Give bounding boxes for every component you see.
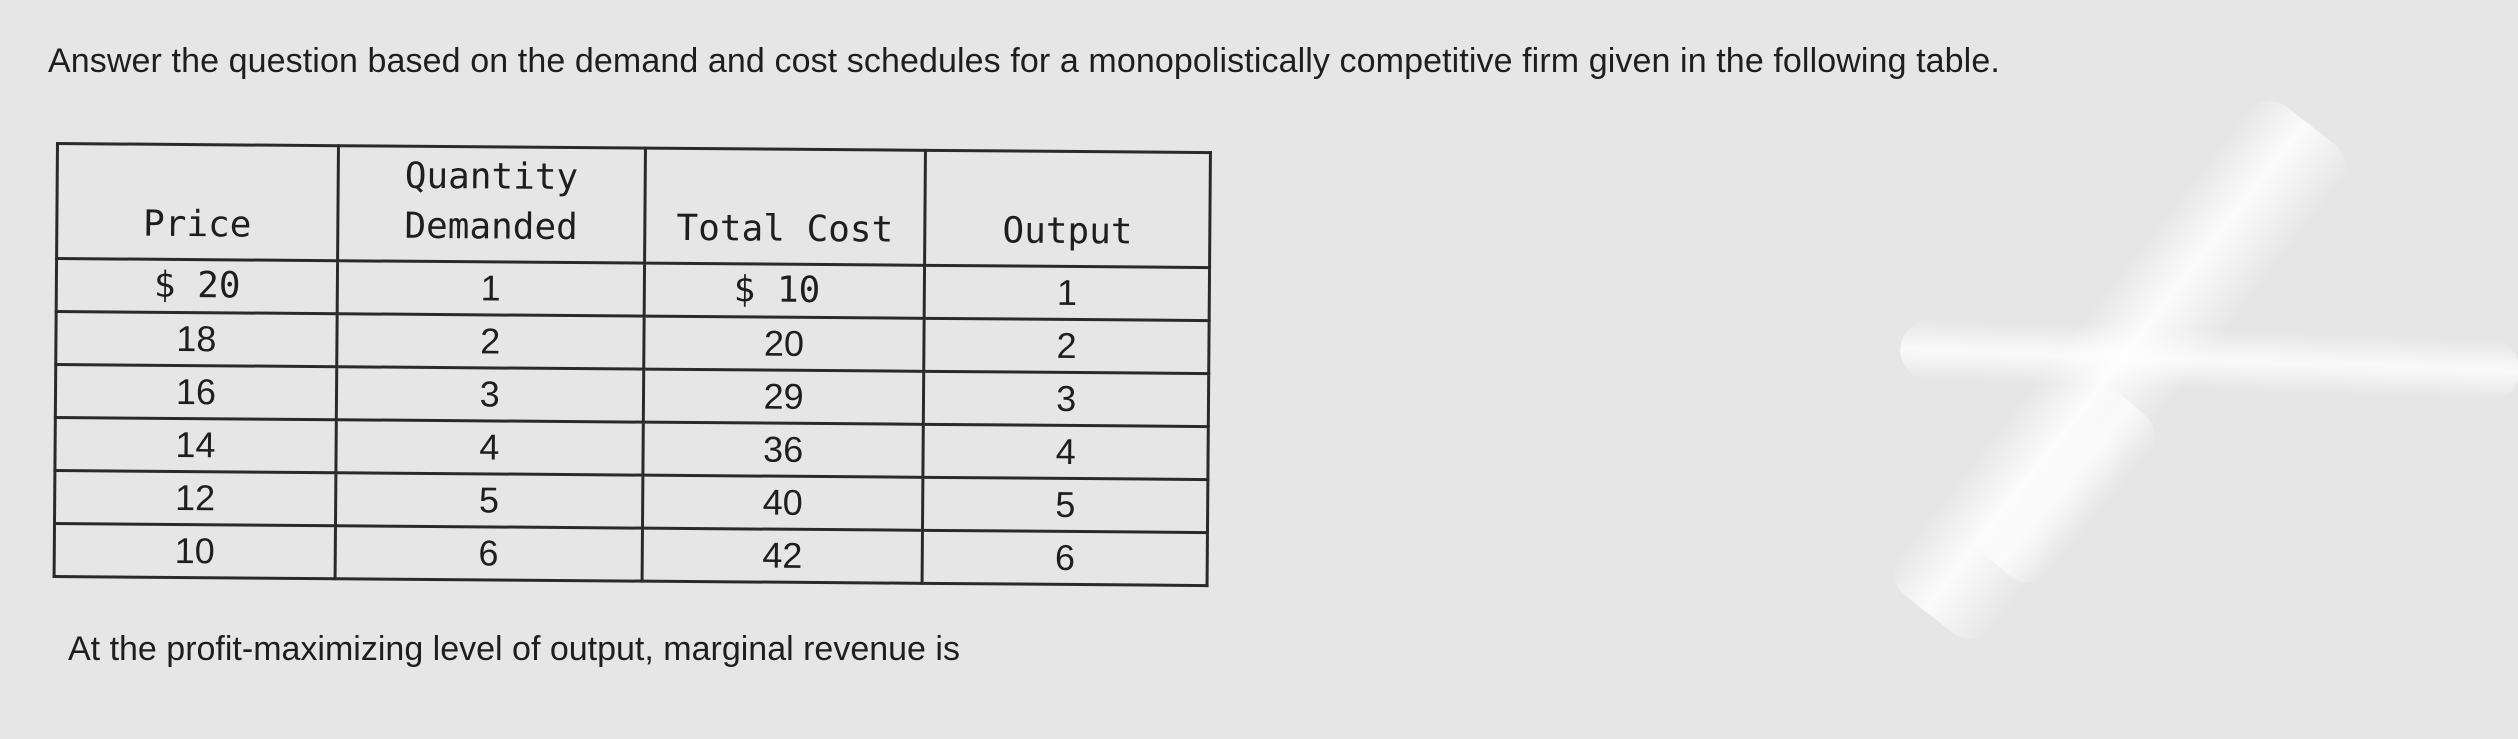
total-cost-cell: 20 xyxy=(643,316,924,371)
output-cell: 4 xyxy=(923,424,1208,479)
table-row xyxy=(55,365,1208,427)
price-cell: 10 xyxy=(54,524,335,579)
table-row xyxy=(54,524,1207,586)
table-header-row xyxy=(57,144,1211,268)
table-row xyxy=(55,418,1208,480)
screen-glare xyxy=(1882,89,2358,651)
quantity-cell: 4 xyxy=(336,420,643,475)
header-quantity-demanded xyxy=(337,146,645,263)
header-output: Output xyxy=(925,150,1211,267)
total-cost-cell: 42 xyxy=(642,528,923,583)
price-cell: $ 20 xyxy=(56,259,337,314)
total-cost-cell: 29 xyxy=(643,369,924,424)
output-cell: 6 xyxy=(922,530,1207,585)
screen-glare xyxy=(1899,319,2518,401)
total-cost-cell: 36 xyxy=(643,422,924,477)
demand-cost-table xyxy=(53,142,1212,587)
question-text: Answer the question based on the demand and cost schedules for a monopolistically competitive firm given in the following table. xyxy=(48,42,2000,80)
output-cell: 1 xyxy=(925,265,1210,320)
total-cost-cell: $ 10 xyxy=(644,263,925,318)
price-cell: 16 xyxy=(55,365,336,420)
table-row xyxy=(55,471,1208,533)
quantity-cell: 5 xyxy=(335,473,642,528)
table-row xyxy=(56,259,1209,321)
price-cell: 14 xyxy=(55,418,336,473)
header-quantity-line2: Demanded xyxy=(404,205,578,249)
output-cell: 5 xyxy=(923,477,1208,532)
total-cost-cell: 40 xyxy=(642,475,923,530)
price-cell: 18 xyxy=(56,312,337,367)
quantity-cell: 1 xyxy=(337,261,644,316)
screen-glare xyxy=(1963,376,2167,595)
header-quantity-line1: Quantity xyxy=(404,155,579,199)
header-price: Price xyxy=(57,144,339,261)
quantity-cell: 3 xyxy=(336,367,643,422)
prompt-text: At the profit-maximizing level of output, marginal revenue is xyxy=(68,630,960,668)
output-cell: 3 xyxy=(924,371,1209,426)
price-cell: 12 xyxy=(55,471,336,526)
quantity-cell: 2 xyxy=(337,314,644,369)
quantity-cell: 6 xyxy=(335,526,642,581)
header-total-cost: Total Cost xyxy=(644,148,926,265)
output-cell: 2 xyxy=(924,318,1209,373)
table-row xyxy=(56,312,1209,374)
